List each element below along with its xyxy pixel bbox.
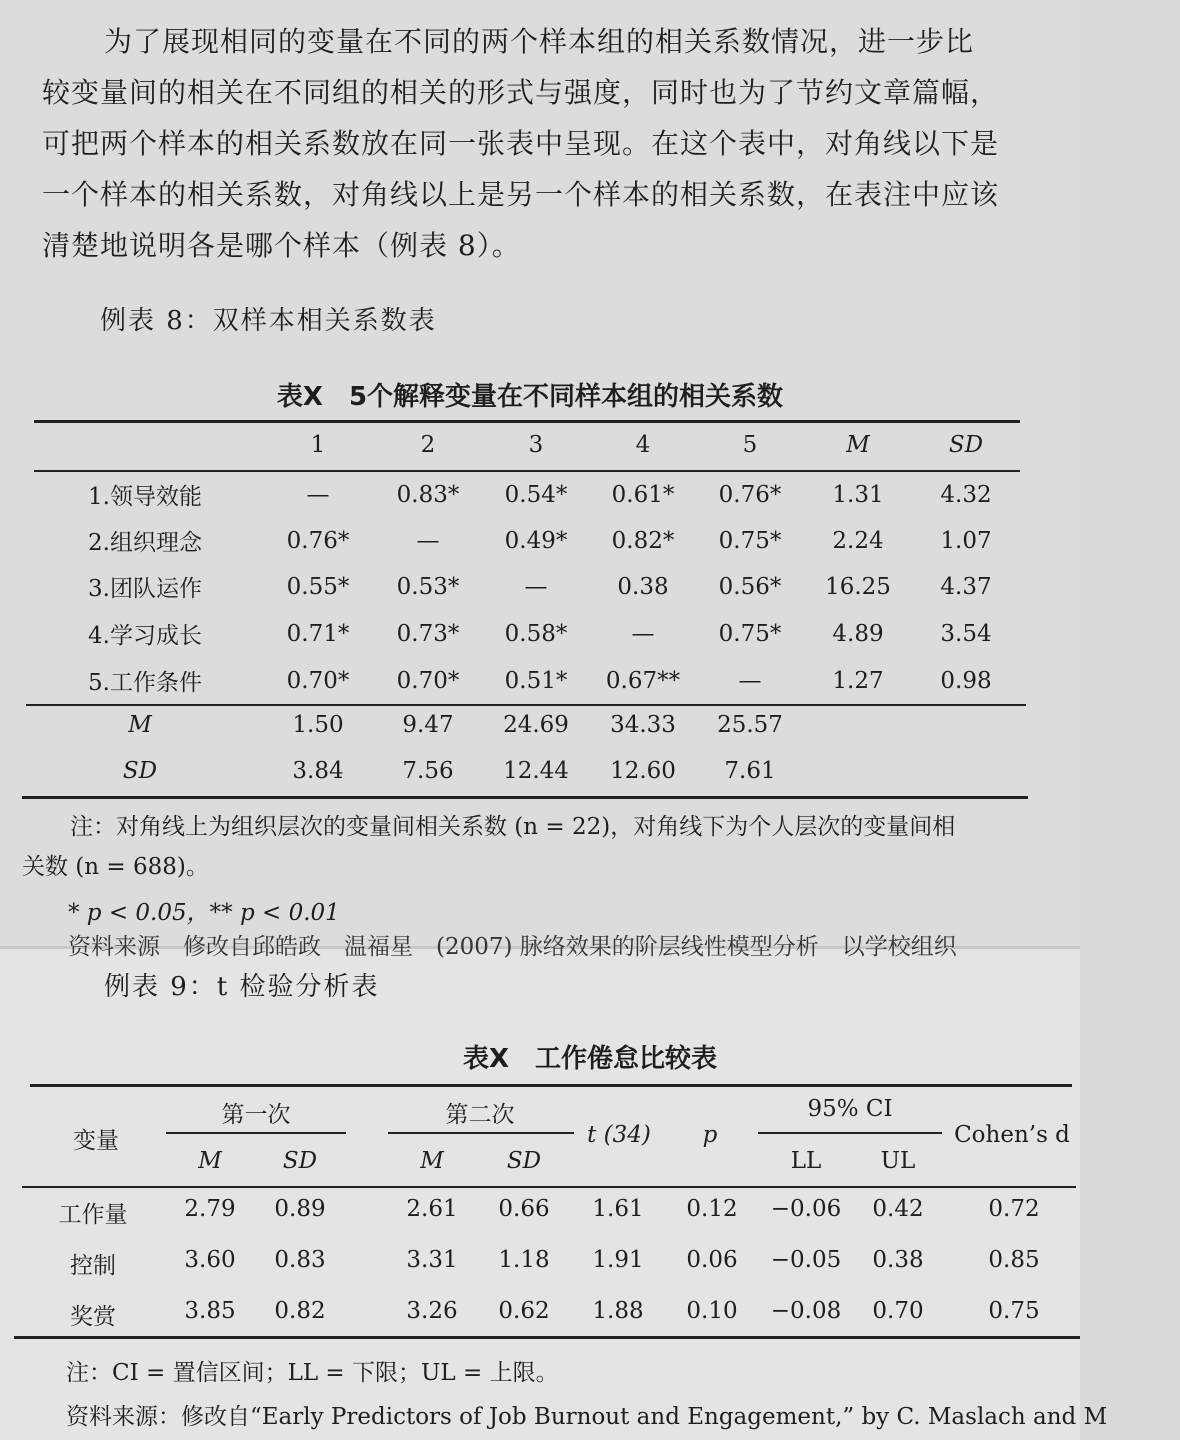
table8-cell: 0.56* bbox=[718, 574, 782, 600]
table8-cell: 0.55* bbox=[286, 574, 350, 600]
table8-row-label: 2.组织理念 bbox=[88, 530, 202, 556]
table9-cell: 0.89 bbox=[274, 1196, 326, 1222]
table9-cell: 1.61 bbox=[592, 1196, 644, 1222]
table9-cell: −0.08 bbox=[770, 1298, 842, 1324]
table8-cell: 4.89 bbox=[832, 621, 884, 647]
table9-source bbox=[66, 1398, 1108, 1431]
table9-first-span-rule bbox=[166, 1132, 346, 1134]
table8-cell: 3.54 bbox=[940, 621, 992, 647]
header-first-sd: SD bbox=[282, 1148, 318, 1174]
header-first-m: M bbox=[198, 1148, 222, 1174]
table8-cell: 4.32 bbox=[940, 482, 992, 508]
table9-cell: 0.10 bbox=[686, 1298, 738, 1324]
example9-title: 表X 工作倦怠比较表 bbox=[462, 1044, 718, 1074]
header-ll: LL bbox=[790, 1148, 822, 1174]
header-variable: 变量 bbox=[73, 1128, 119, 1154]
example8-label: 例表 8：双样本相关系数表 bbox=[100, 306, 437, 336]
table9-cell: 0.66 bbox=[498, 1196, 550, 1222]
header-ul: UL bbox=[880, 1148, 916, 1174]
table9-cell: 3.26 bbox=[406, 1298, 458, 1324]
table9-cell: −0.05 bbox=[770, 1247, 842, 1273]
table9-cell: 1.18 bbox=[498, 1247, 550, 1273]
paragraph-line: 为了展现相同的变量在不同的两个样本组的相关系数情况，进一步比 bbox=[104, 25, 975, 58]
table8-row-label: 5.工作条件 bbox=[88, 670, 202, 696]
table8-summary-cell: 3.84 bbox=[292, 758, 344, 784]
table8-source-cut-text: 资料来源 修改自邱皓政 温福星 (2007) 脉络效果的阶层线性模型分析 以学校组织 bbox=[68, 934, 957, 960]
table9-row-label: 奖赏 bbox=[70, 1304, 116, 1330]
table8-summary-cell: 7.61 bbox=[724, 758, 776, 784]
table8-cell: 0.61* bbox=[611, 482, 675, 508]
table9-cell: 0.70 bbox=[872, 1298, 924, 1324]
table8-cell: 0.38 bbox=[617, 574, 669, 600]
table8-cell: 0.73* bbox=[396, 621, 460, 647]
table9-cell: −0.06 bbox=[770, 1196, 842, 1222]
table9-second-span-rule bbox=[388, 1132, 574, 1134]
table8-top-rule bbox=[34, 420, 1020, 423]
table8-cell: 0.83* bbox=[396, 482, 460, 508]
table8-cell: 0.98 bbox=[940, 668, 992, 694]
table8-cell: — bbox=[416, 528, 440, 554]
header-second: 第二次 bbox=[445, 1102, 515, 1128]
table8-col-header: 5 bbox=[742, 432, 758, 458]
table9-bottom-rule bbox=[14, 1336, 1080, 1339]
table9-cell: 2.79 bbox=[184, 1196, 236, 1222]
table8-cell: 0.70* bbox=[286, 668, 350, 694]
table8-col-header: 4 bbox=[635, 432, 651, 458]
table9-note: 注：CI = 置信区间；LL = 下限；UL = 上限。 bbox=[66, 1360, 559, 1386]
table8-summary-cell: 1.50 bbox=[292, 712, 344, 738]
table8-col-header: SD bbox=[948, 432, 984, 458]
paragraph-line: 较变量间的相关在不同组的相关的形式与强度，同时也为了节约文章篇幅， bbox=[42, 76, 1000, 109]
example8-title: 表X 5个解释变量在不同样本组的相关系数 bbox=[276, 382, 784, 412]
table8-summary-label: SD bbox=[122, 758, 158, 784]
table8-summary-cell: 7.56 bbox=[402, 758, 454, 784]
table9-cell: 0.75 bbox=[988, 1298, 1040, 1324]
table8-cell: 2.24 bbox=[832, 528, 884, 554]
table9-cell: 1.88 bbox=[592, 1298, 644, 1324]
table8-cell: 0.75* bbox=[718, 528, 782, 554]
table9-cell: 0.42 bbox=[872, 1196, 924, 1222]
table8-row-label: 3.团队运作 bbox=[88, 576, 202, 602]
header-ci: 95% CI bbox=[807, 1096, 893, 1122]
table8-cell: 1.31 bbox=[832, 482, 884, 508]
table9-header-rule bbox=[22, 1186, 1076, 1188]
table8-col-header: M bbox=[846, 432, 870, 458]
table8-cell: — bbox=[631, 621, 655, 647]
table9-cell: 0.12 bbox=[686, 1196, 738, 1222]
table8-summary-cell: 12.44 bbox=[503, 758, 569, 784]
table8-cell: 1.07 bbox=[940, 528, 992, 554]
table8-summary-cell: 34.33 bbox=[610, 712, 676, 738]
table8-body-rule bbox=[26, 704, 1026, 706]
table8-summary-label: M bbox=[128, 712, 152, 738]
table8-cell: 0.53* bbox=[396, 574, 460, 600]
table8-cell: 0.71* bbox=[286, 621, 350, 647]
table9-row-label: 控制 bbox=[70, 1253, 116, 1279]
table8-cell: 16.25 bbox=[825, 574, 891, 600]
table9-cell: 3.31 bbox=[406, 1247, 458, 1273]
table9-top-rule bbox=[30, 1084, 1072, 1087]
table8-cell: 4.37 bbox=[940, 574, 992, 600]
paragraph-line: 清楚地说明各是哪个样本（例表 8）。 bbox=[42, 229, 521, 262]
intro-paragraph bbox=[42, 16, 1032, 271]
paragraph-line: 可把两个样本的相关系数放在同一张表中呈现。在这个表中，对角线以下是 bbox=[42, 127, 1000, 160]
table8-cell: — bbox=[524, 574, 548, 600]
paragraph-line: 一个样本的相关系数，对角线以上是另一个样本的相关系数，在表注中应该 bbox=[42, 178, 1000, 211]
table8-cell: 0.76* bbox=[718, 482, 782, 508]
table9-cell: 0.85 bbox=[988, 1247, 1040, 1273]
header-p: p bbox=[702, 1122, 718, 1148]
header-t: t (34) bbox=[587, 1122, 651, 1148]
table8-cell: 0.51* bbox=[504, 668, 568, 694]
table9-cell: 0.38 bbox=[872, 1247, 924, 1273]
table9-ci-span-rule bbox=[758, 1132, 942, 1134]
table9-row-label: 工作量 bbox=[58, 1202, 128, 1228]
table8-significance-note: * p < 0.05，** p < 0.01 bbox=[68, 900, 340, 926]
header-second-m: M bbox=[420, 1148, 444, 1174]
table8-source-cut bbox=[68, 934, 957, 960]
table8-cell: 1.27 bbox=[832, 668, 884, 694]
table9-cell: 2.61 bbox=[406, 1196, 458, 1222]
table8-row-label: 4.学习成长 bbox=[88, 623, 202, 649]
table8-cell: 0.54* bbox=[504, 482, 568, 508]
table8-col-header: 1 bbox=[310, 432, 326, 458]
header-cohen: Cohen’s d bbox=[954, 1122, 1070, 1148]
table8-note-line1: 注：对角线上为组织层次的变量间相关系数 (n = 22)，对角线下为个人层次的变量间相 bbox=[70, 814, 956, 840]
table8-cell: — bbox=[738, 668, 762, 694]
table8-cell: 0.75* bbox=[718, 621, 782, 647]
table9-cell: 0.72 bbox=[988, 1196, 1040, 1222]
header-first: 第一次 bbox=[221, 1102, 291, 1128]
table9-source-text: 资料来源：修改自“Early Predictors of Job Burnout and Engagement,” by C. Maslach and M bbox=[66, 1404, 1108, 1430]
table8-note-line2: 关数 (n = 688)。 bbox=[22, 854, 209, 880]
table8-cell: — bbox=[306, 482, 330, 508]
table9-cell: 0.06 bbox=[686, 1247, 738, 1273]
table8-summary-cell: 12.60 bbox=[610, 758, 676, 784]
table8-col-header: 3 bbox=[528, 432, 544, 458]
table9-cell: 0.82 bbox=[274, 1298, 326, 1324]
table9-cell: 1.91 bbox=[592, 1247, 644, 1273]
header-second-sd: SD bbox=[506, 1148, 542, 1174]
example9-label: 例表 9：t 检验分析表 bbox=[104, 972, 380, 1002]
table8-cell: 0.76* bbox=[286, 528, 350, 554]
table8-header-rule bbox=[34, 470, 1020, 472]
table8-cell: 0.70* bbox=[396, 668, 460, 694]
table8-bottom-rule bbox=[22, 796, 1028, 799]
table8-cell: 0.49* bbox=[504, 528, 568, 554]
table9-cell: 0.83 bbox=[274, 1247, 326, 1273]
table8-row-label: 1.领导效能 bbox=[88, 484, 202, 510]
table9-cell: 0.62 bbox=[498, 1298, 550, 1324]
table9-cell: 3.85 bbox=[184, 1298, 236, 1324]
table8-cell: 0.82* bbox=[611, 528, 675, 554]
table8-summary-cell: 25.57 bbox=[717, 712, 783, 738]
table9-cell: 3.60 bbox=[184, 1247, 236, 1273]
table8-summary-cell: 9.47 bbox=[402, 712, 454, 738]
table8-cell: 0.58* bbox=[504, 621, 568, 647]
table8-col-header: 2 bbox=[420, 432, 436, 458]
table8-summary-cell: 24.69 bbox=[503, 712, 569, 738]
table8-cell: 0.67** bbox=[605, 668, 681, 694]
